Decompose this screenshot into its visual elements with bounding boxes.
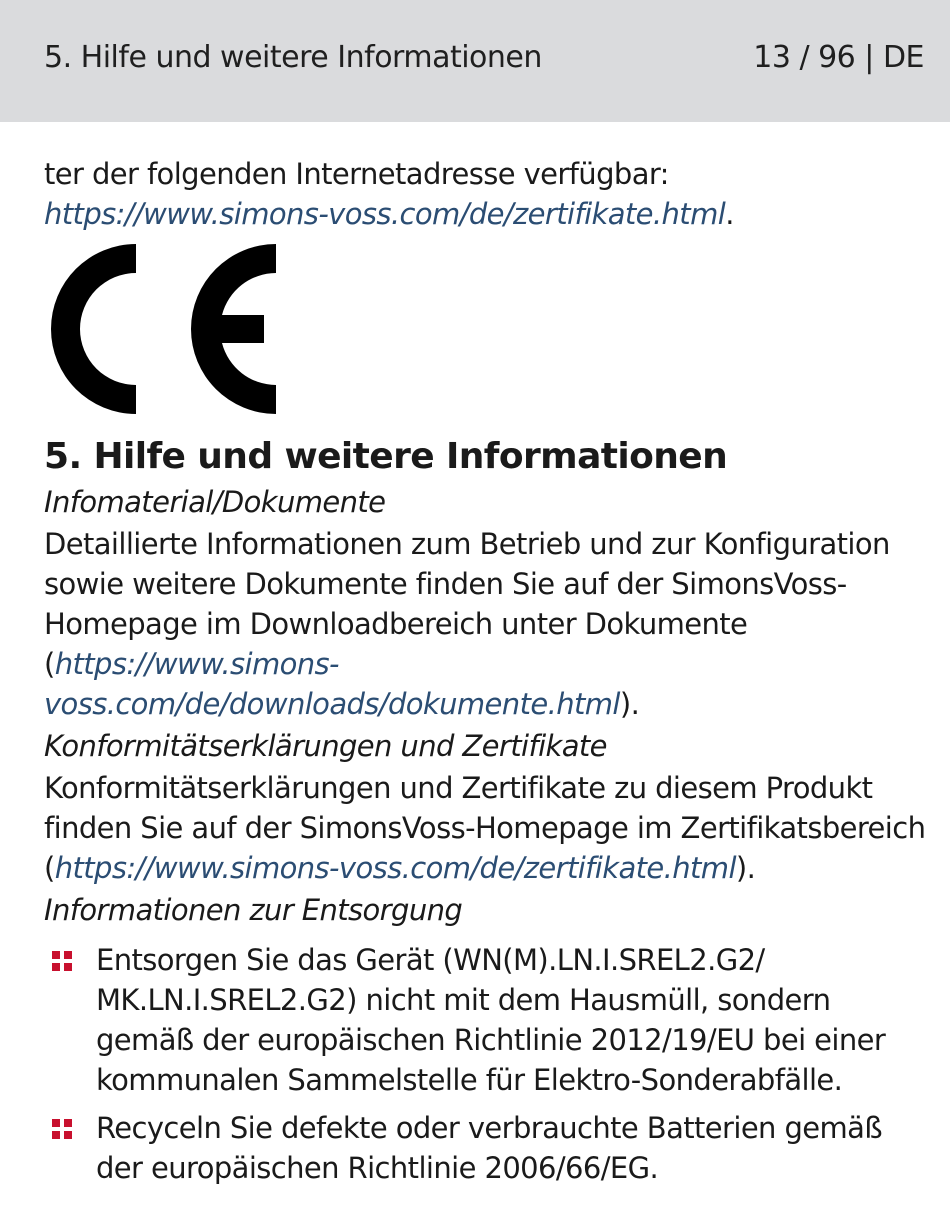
ce-mark-icon — [44, 244, 280, 414]
info-material-heading: Infomaterial/Dokumente — [44, 485, 386, 519]
documents-link[interactable]: https://www.simons-voss.com/de/downloads/dokumente.html — [44, 647, 620, 721]
bullet-squares-icon — [52, 951, 72, 971]
conformity-heading: Konformitätserklärungen und Zertifikate — [44, 729, 607, 763]
info-material-text: Detaillierte Informationen zum Betrieb und zur Konfiguration sowie weitere Dokumente finden Sie auf der SimonsVoss-Homepage im Downloadbereich unter Dokumente ( — [44, 527, 890, 681]
intro-end: . — [725, 197, 734, 231]
bullet-squares-icon — [52, 1119, 72, 1139]
list-item — [44, 1108, 934, 1188]
page-header — [0, 0, 950, 122]
bullet-text: Entsorgen Sie das Gerät (WN(M).LN.I.SREL2.G2/ MK.LN.I.SREL2.G2) nicht mit dem Hausmüll, sondern gemäß der europäischen Richtlinie 2012/19/EU bei einer kommunalen Sammelstelle für Elektro-Sonderabfälle. — [96, 943, 886, 1097]
intro-paragraph — [44, 154, 934, 234]
conformity-paragraph — [44, 768, 934, 888]
page-content — [44, 154, 934, 1196]
disposal-heading: Informationen zur Entsorgung — [44, 893, 463, 927]
bullet-text: Recyceln Sie defekte oder verbrauchte Batterien gemäß der europäischen Richtlinie 2006/66/EG. — [96, 1111, 882, 1185]
conformity-link[interactable]: https://www.simons-voss.com/de/zertifikate.html — [54, 851, 736, 885]
header-title: 5. Hilfe und weitere Informationen — [44, 40, 542, 75]
disposal-list — [44, 940, 934, 1188]
info-material-end: ). — [619, 687, 640, 721]
info-material-paragraph — [44, 524, 934, 724]
intro-text: ter der folgenden Internetadresse verfügbar: — [44, 157, 669, 191]
certificates-link[interactable]: https://www.simons-voss.com/de/zertifikate.html — [44, 197, 726, 231]
page-number: 13 / 96 | DE — [753, 40, 924, 75]
section-heading: 5. Hilfe und weitere Informationen — [44, 436, 728, 477]
list-item — [44, 940, 934, 1100]
conformity-text: Konformitätserklärungen und Zertifikate zu diesem Produkt finden Sie auf der SimonsVoss-Homepage im Zertifikatsbereich ( — [44, 771, 926, 885]
conformity-end: ). — [735, 851, 756, 885]
